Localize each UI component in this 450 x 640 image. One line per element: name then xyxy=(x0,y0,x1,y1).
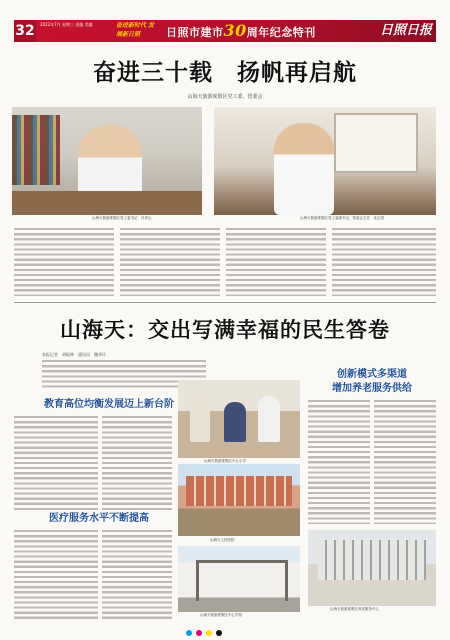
subhead-education: 教育高位均衡发展迈上新台阶 xyxy=(44,399,174,410)
article1-author: 山海天旅游度假区党工委、管委会 xyxy=(187,94,263,100)
banner-pre: 日照市建市 xyxy=(166,26,224,39)
color-registration-marks xyxy=(0,630,450,640)
education-text-column xyxy=(14,416,98,512)
photo-school-students xyxy=(178,380,300,458)
photo-party-secretary xyxy=(12,107,202,215)
education-text-column xyxy=(102,416,172,512)
gate xyxy=(196,560,288,601)
article1-text-column xyxy=(226,228,326,296)
photo-caption-right: 山海天旅游度假区党工委副书记、管委会主任 沈正国 xyxy=(300,216,384,220)
photo-caption-school: 山海天旅游度假区中心小学 xyxy=(204,459,246,463)
registration-dot xyxy=(206,630,212,636)
building xyxy=(318,540,426,580)
article1-text-column xyxy=(14,228,114,296)
dateline: 2022年7月 星期三 责编 美编 xyxy=(40,22,93,27)
building xyxy=(186,476,292,506)
registration-dot xyxy=(216,630,222,636)
desk xyxy=(12,191,202,215)
person-figure xyxy=(224,402,246,442)
article1-text-column xyxy=(120,228,220,296)
person-figure xyxy=(274,123,334,215)
article1-title: 奋进三十载 扬帆再启航 xyxy=(93,60,357,86)
slogan-logo: 奋进新时代 发展新日照 xyxy=(116,22,155,38)
banner-post: 周年纪念特刊 xyxy=(246,26,316,39)
section-divider xyxy=(14,302,436,303)
person-figure xyxy=(190,398,210,442)
person-figure xyxy=(258,396,280,442)
photo-elderly-care-center xyxy=(308,530,436,606)
elderly-care-text-column xyxy=(374,400,436,524)
medical-text-column xyxy=(102,530,172,622)
photo-hospital xyxy=(178,464,300,536)
photo-caption-school-gate: 山海天旅游度假区中心学校 xyxy=(200,613,242,617)
article2-byline: 本报记者 胡振林 通讯员 魏华玲 xyxy=(42,352,106,357)
photo-school-gate xyxy=(178,546,300,612)
anniversary-banner xyxy=(166,22,316,42)
window xyxy=(334,113,418,173)
newspaper-logo: 日照日报 xyxy=(379,23,432,38)
article2-title: 山海天：交出写满幸福的民生答卷 xyxy=(60,318,390,342)
photo-caption-left: 山海天旅游度假区党工委书记 吕祥山 xyxy=(92,216,152,220)
photo-caption-hospital: 山海天人民医院 xyxy=(210,538,235,542)
subhead-medical: 医疗服务水平不断提高 xyxy=(49,513,149,524)
article1-text-column xyxy=(332,228,436,296)
medical-text-column xyxy=(14,530,98,622)
subhead-elderly-care-line1: 创新模式多渠道 xyxy=(337,369,407,380)
page-header xyxy=(0,0,450,46)
photo-director xyxy=(214,107,436,215)
registration-dot xyxy=(196,630,202,636)
elderly-care-text-column xyxy=(308,400,370,524)
photo-caption-elderly-care: 山海天旅游度假区养老服务中心 xyxy=(330,607,379,611)
page-number: 32 xyxy=(14,20,36,42)
subhead-elderly-care-line2: 增加养老服务供给 xyxy=(332,383,412,394)
registration-dot xyxy=(186,630,192,636)
bookshelf xyxy=(12,115,60,185)
banner-number: 30 xyxy=(223,21,247,40)
